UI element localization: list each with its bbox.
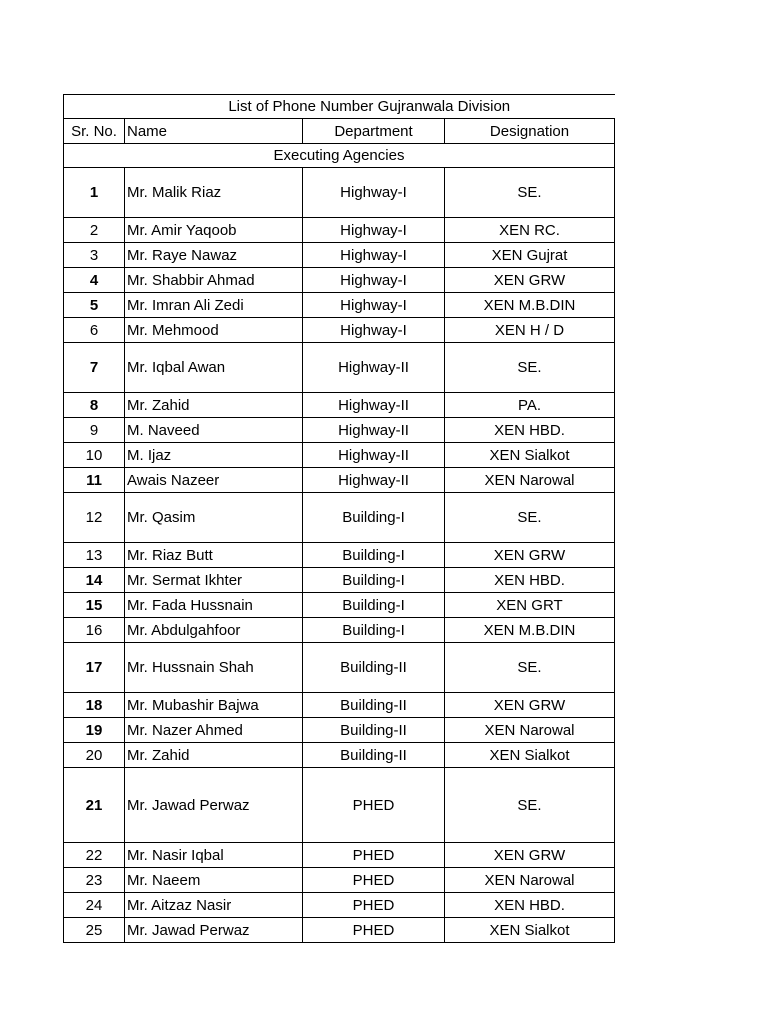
- cell-name: Mr. Iqbal Awan: [125, 343, 303, 393]
- cell-designation: XEN Sialkot: [445, 443, 615, 468]
- cell-sr-no: 2: [64, 218, 125, 243]
- cell-designation: XEN GRT: [445, 593, 615, 618]
- table-row: [64, 243, 615, 268]
- cell-designation: SE.: [445, 493, 615, 543]
- table-row: [64, 343, 615, 393]
- cell-designation: XEN GRW: [445, 543, 615, 568]
- cell-designation: XEN GRW: [445, 268, 615, 293]
- cell-name: Awais Nazeer: [125, 468, 303, 493]
- table-row: [64, 543, 615, 568]
- cell-designation: XEN Gujrat: [445, 243, 615, 268]
- table-row: [64, 443, 615, 468]
- cell-sr-no: 16: [64, 618, 125, 643]
- cell-name: Mr. Malik Riaz: [125, 168, 303, 218]
- cell-department: Building-I: [303, 593, 445, 618]
- cell-department: Highway-II: [303, 418, 445, 443]
- cell-name: Mr. Aitzaz Nasir: [125, 893, 303, 918]
- cell-department: PHED: [303, 843, 445, 868]
- cell-department: Highway-I: [303, 168, 445, 218]
- cell-name: Mr. Sermat Ikhter: [125, 568, 303, 593]
- cell-name: Mr. Imran Ali Zedi: [125, 293, 303, 318]
- phone-list-table: [63, 94, 615, 943]
- phone-list-sheet: [63, 94, 614, 943]
- cell-name: Mr. Jawad Perwaz: [125, 918, 303, 943]
- table-row: [64, 693, 615, 718]
- table-row: [64, 493, 615, 543]
- table-row: [64, 618, 615, 643]
- table-row: [64, 468, 615, 493]
- cell-designation: XEN HBD.: [445, 568, 615, 593]
- cell-department: Building-II: [303, 718, 445, 743]
- table-row: [64, 743, 615, 768]
- cell-department: Highway-II: [303, 443, 445, 468]
- cell-designation: SE.: [445, 168, 615, 218]
- cell-sr-no: 19: [64, 718, 125, 743]
- table-row: [64, 893, 615, 918]
- section-title: Executing Agencies: [64, 144, 615, 168]
- cell-name: Mr. Riaz Butt: [125, 543, 303, 568]
- cell-sr-no: 14: [64, 568, 125, 593]
- cell-designation: SE.: [445, 643, 615, 693]
- cell-department: Building-I: [303, 493, 445, 543]
- table-row: [64, 843, 615, 868]
- cell-designation: PA.: [445, 393, 615, 418]
- cell-department: PHED: [303, 868, 445, 893]
- cell-designation: XEN H / D: [445, 318, 615, 343]
- table-row: [64, 418, 615, 443]
- cell-sr-no: 24: [64, 893, 125, 918]
- cell-sr-no: 20: [64, 743, 125, 768]
- cell-department: Building-II: [303, 643, 445, 693]
- cell-sr-no: 17: [64, 643, 125, 693]
- cell-sr-no: 1: [64, 168, 125, 218]
- cell-sr-no: 3: [64, 243, 125, 268]
- cell-name: Mr. Zahid: [125, 743, 303, 768]
- cell-sr-no: 18: [64, 693, 125, 718]
- cell-department: Highway-II: [303, 343, 445, 393]
- cell-department: Building-II: [303, 693, 445, 718]
- cell-sr-no: 11: [64, 468, 125, 493]
- table-row: [64, 218, 615, 243]
- cell-sr-no: 23: [64, 868, 125, 893]
- cell-department: Highway-I: [303, 293, 445, 318]
- cell-name: Mr. Raye Nawaz: [125, 243, 303, 268]
- cell-name: Mr. Qasim: [125, 493, 303, 543]
- cell-sr-no: 12: [64, 493, 125, 543]
- cell-name: Mr. Abdulgahfoor: [125, 618, 303, 643]
- header-row: [64, 119, 615, 144]
- table-row: [64, 918, 615, 943]
- cell-designation: XEN GRW: [445, 693, 615, 718]
- cell-name: Mr. Nasir Iqbal: [125, 843, 303, 868]
- cell-sr-no: 5: [64, 293, 125, 318]
- cell-designation: SE.: [445, 343, 615, 393]
- cell-name: Mr. Zahid: [125, 393, 303, 418]
- cell-designation: XEN HBD.: [445, 418, 615, 443]
- cell-department: PHED: [303, 893, 445, 918]
- header-designation: Designation: [445, 119, 615, 144]
- cell-department: Highway-I: [303, 243, 445, 268]
- cell-sr-no: 8: [64, 393, 125, 418]
- table-row: [64, 768, 615, 843]
- cell-designation: XEN Narowal: [445, 468, 615, 493]
- cell-department: PHED: [303, 918, 445, 943]
- cell-designation: XEN Sialkot: [445, 743, 615, 768]
- cell-name: M. Naveed: [125, 418, 303, 443]
- cell-designation: XEN HBD.: [445, 893, 615, 918]
- table-row: [64, 393, 615, 418]
- table-row: [64, 268, 615, 293]
- cell-name: Mr. Jawad Perwaz: [125, 768, 303, 843]
- cell-department: Building-I: [303, 543, 445, 568]
- cell-designation: XEN Sialkot: [445, 918, 615, 943]
- cell-department: Building-I: [303, 618, 445, 643]
- cell-department: Highway-I: [303, 218, 445, 243]
- cell-sr-no: 4: [64, 268, 125, 293]
- table-row: [64, 168, 615, 218]
- cell-designation: XEN Narowal: [445, 718, 615, 743]
- table-row: [64, 293, 615, 318]
- cell-sr-no: 21: [64, 768, 125, 843]
- cell-designation: XEN RC.: [445, 218, 615, 243]
- cell-designation: SE.: [445, 768, 615, 843]
- cell-department: Building-II: [303, 743, 445, 768]
- cell-sr-no: 9: [64, 418, 125, 443]
- cell-designation: XEN M.B.DIN: [445, 293, 615, 318]
- cell-sr-no: 13: [64, 543, 125, 568]
- cell-name: Mr. Shabbir Ahmad: [125, 268, 303, 293]
- table-row: [64, 718, 615, 743]
- cell-designation: XEN M.B.DIN: [445, 618, 615, 643]
- cell-sr-no: 7: [64, 343, 125, 393]
- title-row: [64, 95, 615, 119]
- cell-name: Mr. Mubashir Bajwa: [125, 693, 303, 718]
- header-sr-no: Sr. No.: [64, 119, 125, 144]
- cell-department: Highway-I: [303, 318, 445, 343]
- cell-department: Highway-II: [303, 468, 445, 493]
- table-row: [64, 868, 615, 893]
- header-department: Department: [303, 119, 445, 144]
- cell-department: Highway-I: [303, 268, 445, 293]
- cell-designation: XEN Narowal: [445, 868, 615, 893]
- cell-department: Building-I: [303, 568, 445, 593]
- cell-name: Mr. Hussnain Shah: [125, 643, 303, 693]
- cell-name: M. Ijaz: [125, 443, 303, 468]
- table-row: [64, 593, 615, 618]
- cell-sr-no: 10: [64, 443, 125, 468]
- table-row: [64, 318, 615, 343]
- cell-department: Highway-II: [303, 393, 445, 418]
- cell-name: Mr. Mehmood: [125, 318, 303, 343]
- table-row: [64, 568, 615, 593]
- phone-list-body: [64, 95, 615, 943]
- cell-department: PHED: [303, 768, 445, 843]
- cell-name: Mr. Naeem: [125, 868, 303, 893]
- table-row: [64, 643, 615, 693]
- cell-name: Mr. Fada Hussnain: [125, 593, 303, 618]
- table-title: List of Phone Number Gujranwala Division: [64, 95, 615, 119]
- cell-sr-no: 22: [64, 843, 125, 868]
- cell-designation: XEN GRW: [445, 843, 615, 868]
- cell-name: Mr. Nazer Ahmed: [125, 718, 303, 743]
- cell-name: Mr. Amir Yaqoob: [125, 218, 303, 243]
- cell-sr-no: 25: [64, 918, 125, 943]
- section-row: [64, 144, 615, 168]
- cell-sr-no: 15: [64, 593, 125, 618]
- header-name: Name: [125, 119, 303, 144]
- cell-sr-no: 6: [64, 318, 125, 343]
